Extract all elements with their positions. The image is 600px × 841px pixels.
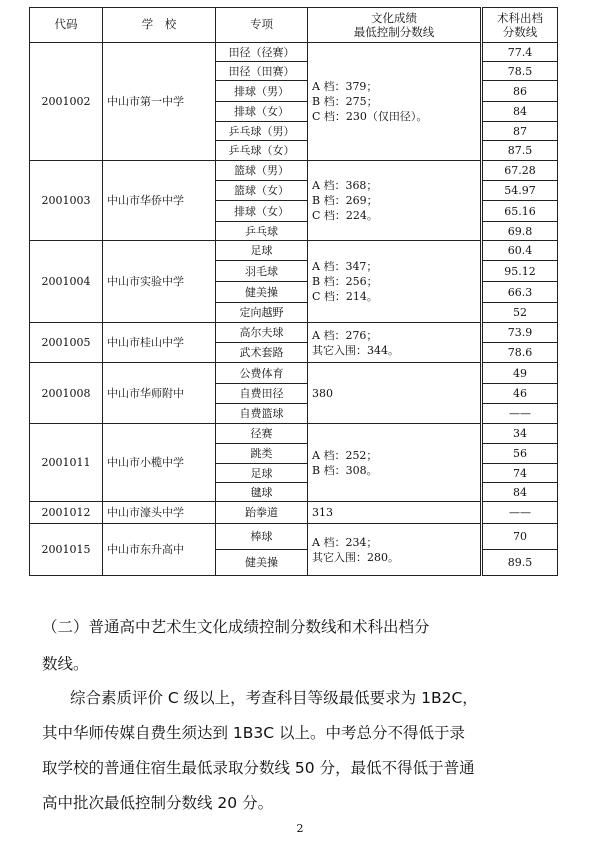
cutoff-score-cell: 86 (482, 81, 558, 102)
page-number: 2 (296, 822, 304, 835)
culture-score-cell (308, 524, 482, 576)
table-row (30, 502, 558, 524)
school-code: 2001012 (30, 502, 103, 524)
subject-cell: 高尔夫球 (216, 323, 308, 343)
subject-cell: 定向越野 (216, 303, 308, 323)
culture-score-line: A 档：379； (312, 80, 378, 93)
header-cutoff-line2: 分数线 (502, 25, 538, 39)
subject-cell: 田径（径赛） (216, 43, 308, 62)
subject-cell: 跆拳道 (216, 502, 308, 524)
culture-score-line: 其它入围：280。 (312, 550, 399, 564)
table-row (30, 524, 558, 550)
cutoff-score-cell: 78.6 (482, 343, 558, 363)
header-code: 代码 (30, 8, 103, 43)
table-row (30, 363, 558, 384)
culture-score-line: A 档：276； (312, 328, 378, 342)
cutoff-score-cell: 95.12 (482, 261, 558, 282)
cutoff-score-cell: 46 (482, 384, 558, 404)
cutoff-score-cell: 65.16 (482, 201, 558, 222)
header-culture-score (308, 8, 482, 43)
subject-cell: 径赛 (216, 424, 308, 444)
header-cutoff-score (482, 8, 558, 43)
section-heading-line2: 数线。 (42, 655, 89, 673)
school-name: 中山市东升高中 (103, 524, 216, 576)
school-code: 2001004 (30, 241, 103, 323)
cutoff-score-cell: 73.9 (482, 323, 558, 343)
paragraph-line4: 高中批次最低控制分数线 20 分。 (42, 794, 274, 812)
subject-cell: 健美操 (216, 550, 308, 576)
cutoff-score-cell: 70 (482, 524, 558, 550)
cutoff-score-cell: 89.5 (482, 550, 558, 576)
subject-cell: 排球（男） (216, 81, 308, 102)
paragraph-line2: 其中华师传媒自费生须达到 1B3C 以上。中考总分不得低于录 (42, 724, 466, 742)
table-row (30, 424, 558, 444)
cutoff-score-cell: 74 (482, 464, 558, 483)
cutoff-score-cell: 67.28 (482, 161, 558, 181)
subject-cell: 自费篮球 (216, 404, 308, 424)
school-name: 中山市小榄中学 (103, 424, 216, 502)
culture-score-cell (308, 502, 482, 524)
culture-score-line: 其它入围：344。 (312, 343, 399, 357)
culture-score-line: A 档：368； (312, 179, 378, 192)
cutoff-score-cell: 60.4 (482, 241, 558, 261)
header-school: 学 校 (103, 8, 216, 43)
school-code: 2001003 (30, 161, 103, 241)
cutoff-score-cell: 84 (482, 483, 558, 502)
cutoff-score-cell: 56 (482, 444, 558, 464)
culture-score-line: A 档：347； (312, 260, 378, 273)
subject-cell: 篮球（女） (216, 181, 308, 201)
cutoff-score-cell: 54.97 (482, 181, 558, 201)
table-row (30, 161, 558, 181)
subject-cell: 公费体育 (216, 363, 308, 384)
school-name: 中山市华侨中学 (103, 161, 216, 241)
culture-score-line: C 档：224。 (312, 209, 378, 222)
culture-score-cell (308, 424, 482, 502)
subject-cell: 排球（女） (216, 201, 308, 222)
cutoff-score-cell: —— (482, 502, 558, 524)
culture-score-line: B 档：275； (312, 95, 378, 108)
school-name: 中山市濠头中学 (103, 502, 216, 524)
school-name: 中山市第一中学 (103, 43, 216, 161)
paragraph-line1: 综合素质评价 C 级以上，考查科目等级最低要求为 1B2C， (70, 689, 478, 707)
cutoff-score-cell: 87 (482, 122, 558, 141)
paragraph-line3: 取学校的普通住宿生最低录取分数线 50 分，最低不得低于普通 (42, 759, 475, 777)
cutoff-score-cell: 69.8 (482, 222, 558, 241)
culture-score-line: C 档：230（仅田径）。 (312, 110, 428, 123)
cutoff-score-cell: 87.5 (482, 141, 558, 161)
culture-score-cell (308, 241, 482, 323)
section-heading-line1: （二）普通高中艺术生文化成绩控制分数线和术科出档分 (42, 618, 430, 636)
cutoff-score-cell: 84 (482, 102, 558, 122)
subject-cell: 排球（女） (216, 102, 308, 122)
subject-cell: 武术套路 (216, 343, 308, 363)
subject-cell: 乒乓球（女） (216, 141, 308, 161)
culture-score-line: 380 (312, 386, 333, 400)
school-code: 2001005 (30, 323, 103, 363)
cutoff-score-cell: 66.3 (482, 282, 558, 303)
subject-cell: 足球 (216, 464, 308, 483)
table-row (30, 323, 558, 343)
subject-cell: 跳类 (216, 444, 308, 464)
subject-cell: 篮球（男） (216, 161, 308, 181)
culture-score-line: A 档：234； (312, 535, 378, 549)
school-code: 2001011 (30, 424, 103, 502)
culture-score-cell (308, 363, 482, 424)
culture-score-cell (308, 43, 482, 161)
cutoff-score-cell: —— (482, 404, 558, 424)
cutoff-score-cell: 78.5 (482, 62, 558, 81)
cutoff-score-cell: 52 (482, 303, 558, 323)
culture-score-cell (308, 161, 482, 241)
school-name: 中山市华师附中 (103, 363, 216, 424)
culture-score-line: A 档：252； (312, 448, 378, 462)
cutoff-score-cell: 49 (482, 363, 558, 384)
table-body (30, 43, 558, 576)
header-cutoff-line1: 术科出档 (497, 11, 543, 25)
culture-score-cell (308, 323, 482, 363)
subject-cell: 自费田径 (216, 384, 308, 404)
culture-score-line: B 档：256； (312, 275, 378, 288)
subject-cell: 乒乓球 (216, 222, 308, 241)
school-code: 2001002 (30, 43, 103, 161)
subject-cell: 羽毛球 (216, 261, 308, 282)
school-code: 2001015 (30, 524, 103, 576)
table-row (30, 241, 558, 261)
score-table (29, 7, 558, 576)
header-culture-line1: 文化成绩 (371, 11, 417, 25)
header-culture-line2: 最低控制分数线 (353, 25, 435, 39)
cutoff-score-cell: 77.4 (482, 43, 558, 62)
school-code: 2001008 (30, 363, 103, 424)
subject-cell: 健美操 (216, 282, 308, 303)
subject-cell: 田径（田赛） (216, 62, 308, 81)
subject-cell: 乒乓球（男） (216, 122, 308, 141)
culture-score-line: B 档：308。 (312, 463, 378, 477)
table-row (30, 43, 558, 62)
subject-cell: 棒球 (216, 524, 308, 550)
table-header-row (30, 8, 558, 43)
culture-score-line: C 档：214。 (312, 290, 378, 303)
subject-cell: 足球 (216, 241, 308, 261)
cutoff-score-cell: 34 (482, 424, 558, 444)
school-name: 中山市桂山中学 (103, 323, 216, 363)
school-name: 中山市实验中学 (103, 241, 216, 323)
culture-score-line: 313 (312, 506, 333, 519)
header-subject: 专项 (216, 8, 308, 43)
subject-cell: 毽球 (216, 483, 308, 502)
culture-score-line: B 档：269； (312, 194, 378, 207)
